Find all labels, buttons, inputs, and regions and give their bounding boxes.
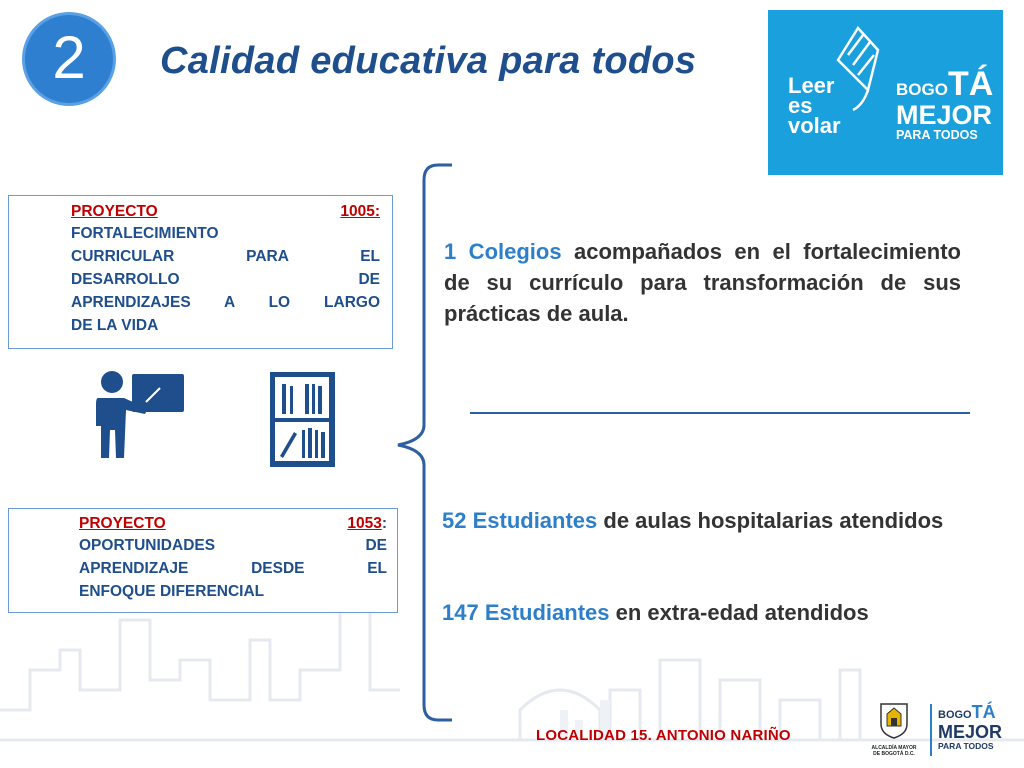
project-1005-line: CURRICULAR PARA EL xyxy=(71,248,380,265)
project-number: 1053 xyxy=(347,515,382,532)
stat-highlight: 147 Estudiantes xyxy=(442,600,610,625)
project-1005-heading xyxy=(71,202,380,222)
logo-volar-text: volar xyxy=(788,113,841,138)
project-1053-box xyxy=(8,508,398,613)
project-1053-heading xyxy=(79,514,387,534)
stat-colegios xyxy=(444,236,961,329)
logo-divider-line xyxy=(930,704,932,756)
section-number-badge: 2 xyxy=(22,12,116,106)
logo-mejor-text: MEJOR xyxy=(896,100,993,130)
alcaldia-label-line1: ALCALDÍA MAYOR xyxy=(871,745,917,751)
bogota-coat-of-arms-icon xyxy=(877,700,911,740)
project-1053-line: APRENDIZAJE DESDE EL xyxy=(79,560,387,577)
logo-para-todos-text: PARA TODOS xyxy=(896,128,978,142)
teacher-at-board-icon xyxy=(88,366,188,461)
footer-logo-bogo: BOGO xyxy=(938,709,972,721)
project-1005-line: APRENDIZAJES A LO LARGO xyxy=(71,294,380,311)
stat-extra-edad xyxy=(442,597,982,628)
footer-logo-para-todos: PARA TODOS xyxy=(938,741,994,751)
bookshelf-icon xyxy=(270,372,335,467)
stat-text: en extra-edad atendidos xyxy=(609,600,869,625)
project-number: 1005: xyxy=(340,203,380,220)
section-divider xyxy=(470,412,970,414)
project-1005-box xyxy=(8,195,393,349)
project-label: PROYECTO xyxy=(79,515,166,532)
stat-highlight: 1 Colegios xyxy=(444,239,562,264)
logo-es-text: es xyxy=(788,93,813,118)
project-label: PROYECTO xyxy=(71,203,158,220)
stat-text: acompañados en el fortalecimiento de su currículo para transformación de sus prácticas de aula. xyxy=(444,239,961,326)
page-title: Calidad educativa para todos xyxy=(160,40,697,82)
project-1005-line: DE LA VIDA xyxy=(71,317,159,334)
project-1053-description xyxy=(79,534,387,603)
project-1005-line: DESARROLLO DE xyxy=(71,271,380,288)
stat-aulas-hospitalarias xyxy=(442,505,982,536)
bogota-mejor-logo-footer xyxy=(930,704,1010,756)
logo-bogo-text: BOGO xyxy=(896,80,948,99)
project-1053-line: OPORTUNIDADES DE xyxy=(79,537,387,554)
locality-footer: LOCALIDAD 15. ANTONIO NARIÑO xyxy=(536,727,791,744)
alcaldia-label-line2: DE BOGOTÁ D.C. xyxy=(873,751,915,757)
logo-leer-text: Leer xyxy=(788,73,835,98)
project-1053-line: ENFOQUE DIFERENCIAL xyxy=(79,583,265,600)
alcaldia-logo xyxy=(866,700,922,760)
logo-ta-text: TÁ xyxy=(947,65,994,103)
footer-logo-mejor: MEJOR xyxy=(938,722,1003,742)
stat-text: de aulas hospitalarias atendidos xyxy=(597,508,944,533)
stat-highlight: 52 Estudiantes xyxy=(442,508,598,533)
footer-logo-ta: TÁ xyxy=(971,702,996,722)
project-colon: : xyxy=(381,515,387,532)
project-1005-line: FORTALECIMIENTO xyxy=(71,225,219,242)
project-1005-description xyxy=(71,222,380,337)
leer-es-volar-bogota-logo xyxy=(768,10,1003,175)
